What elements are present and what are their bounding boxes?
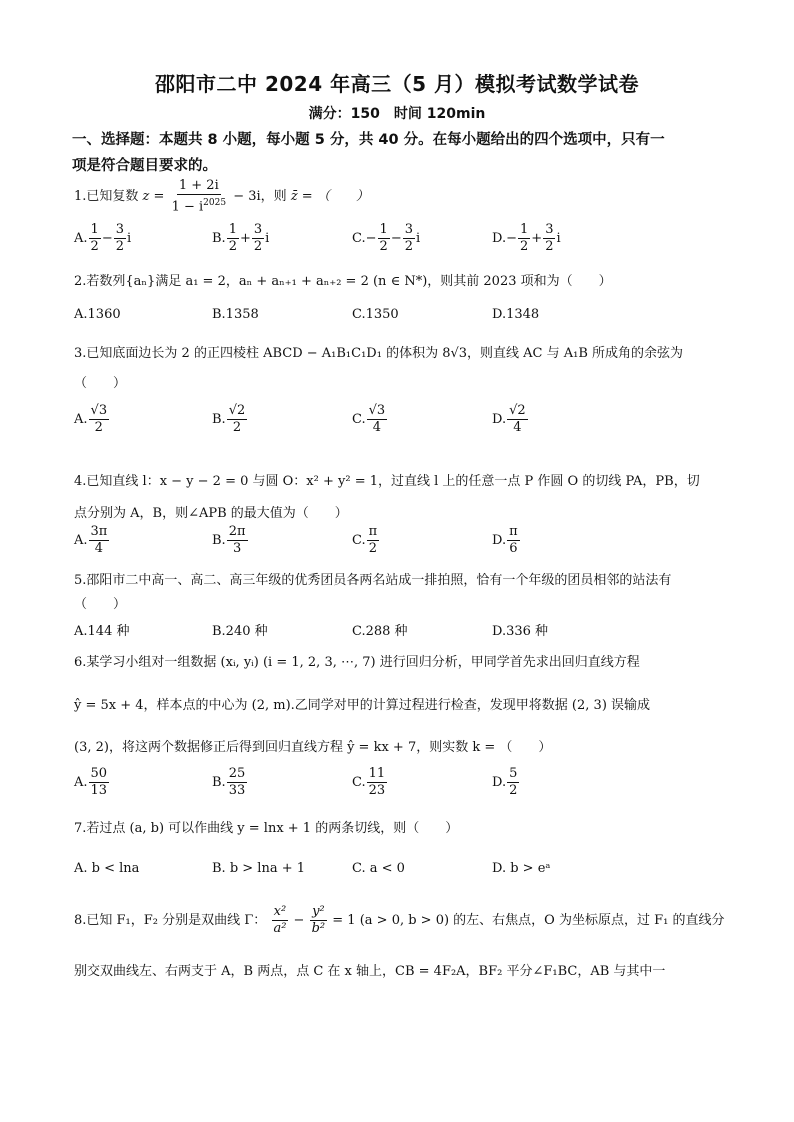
q3-option-c[interactable] [352,403,388,436]
fraction-denominator: 23 [368,783,386,798]
fraction-numerator: π [368,524,378,539]
option-label: C. [352,533,366,548]
q2-option-d[interactable]: D.1348 [492,307,540,322]
fraction [89,403,110,436]
fraction-denominator: 2 [404,239,413,254]
q7-option-c[interactable]: C. a < 0 [352,861,405,876]
option-operator: + [531,231,543,246]
fraction-numerator: √3 [368,403,386,418]
q8-frac-y-den: b² [311,921,326,936]
option-label: D. [492,775,507,790]
q6-option-b[interactable] [212,766,248,799]
option-label: A. [74,231,88,246]
q7-option-d[interactable]: D. b > eᵃ [492,861,551,876]
q6-option-a[interactable] [74,766,110,799]
fraction-numerator: 5 [509,766,518,781]
fraction [378,222,390,255]
question-7: 7.若过点 (a, b) 可以作曲线 y = lnx + 1 的两条切线，则（ ） [74,821,459,836]
q7-option-a[interactable]: A. b < lna [74,861,140,876]
q5-option-a[interactable]: A.144 种 [74,624,130,639]
option-unit: i [265,231,270,246]
fraction-denominator: 3 [232,541,242,556]
option-label: C. [352,231,366,246]
question-4-line1: 4.已知直线 l：x − y − 2 = 0 与圆 O：x² + y² = 1，过直线 l 上的任意一点 P 作圆 O 的切线 PA，PB，切 [74,474,700,489]
q2-option-a[interactable]: A.1360 [74,307,121,322]
option-label: D. [492,533,507,548]
option-label: A. [74,533,88,548]
fraction-numerator: 2π [228,524,246,539]
option-label: B. [212,775,226,790]
fraction [227,524,248,557]
q1-option-d[interactable] [492,222,561,255]
fraction-denominator: 2 [545,239,554,254]
fraction-denominator: 2 [379,239,388,254]
q8-prefix: 8.已知 F₁，F₂ 分别是双曲线 Γ： [74,913,267,928]
fraction-denominator: 2 [90,239,99,254]
fraction [114,222,126,255]
question-4-line2: 点分别为 A，B，则∠APB 的最大值为（ ） [74,506,348,521]
fraction-denominator: 2 [232,420,242,435]
fraction-numerator: 1 [379,222,388,237]
fraction-numerator: √2 [509,403,526,418]
q1-option-b[interactable] [212,222,269,255]
option-sign: − [365,231,377,246]
q4-option-d[interactable] [492,524,521,557]
question-5-line2: （ ） [74,597,127,612]
question-3-line1: 3.已知底面边长为 2 的正四棱柱 ABCD − A₁B₁C₁D₁ 的体积为 8√3，则直线 AC 与 A₁B 所成角的余弦为 [74,346,684,361]
fraction-denominator: 4 [513,420,522,435]
q1-frac-den-exp: 2025 [203,198,227,208]
fraction-denominator: 2 [228,239,237,254]
fraction-denominator: 13 [90,783,108,798]
q7-option-b[interactable]: B. b > lna + 1 [212,861,306,876]
fraction-numerator: 3π [90,524,108,539]
fraction [543,222,555,255]
q8-frac-x [271,904,288,937]
q1-frac-num: 1 + 2i [178,178,219,193]
fraction-numerator: 1 [90,222,99,237]
fraction-numerator: 1 [228,222,237,237]
question-2: 2.若数列{aₙ}满足 a₁ = 2，aₙ + aₙ₊₁ + aₙ₊₂ = 2 (n ∈ N*)，则其前 2023 项和为（ ） [74,274,612,289]
option-label: A. [74,412,88,427]
fraction [367,524,380,557]
question-8-line2: 别交双曲线左、右两支于 A，B 两点，点 C 在 x 轴上，CB = 4F₂A，BF₂ 平分∠F₁BC，AB 与其中一 [74,964,666,979]
q8-tail: = 1 (a > 0, b > 0) 的左、右焦点，O 为坐标原点，过 F₁ 的直线分 [332,913,725,928]
option-operator: + [239,231,251,246]
q3-option-a[interactable] [74,403,110,436]
fraction-denominator: 2 [115,239,124,254]
fraction-numerator: 50 [90,766,108,781]
question-3-line2: （ ） [74,376,127,391]
fraction-denominator: 33 [228,783,246,798]
fraction [518,222,530,255]
fraction-numerator: 1 [520,222,529,237]
fraction [507,403,528,436]
q1-prefix: 1.已知复数 [74,189,139,205]
option-label: C. [352,412,366,427]
fraction [89,222,101,255]
q6-option-d[interactable] [492,766,520,799]
option-operator: − [390,231,402,246]
option-label: B. [212,533,226,548]
q2-option-b[interactable]: B.1358 [212,307,259,322]
fraction [227,222,239,255]
section-heading-line2: 项是符合题目要求的。 [72,158,217,174]
fraction [227,403,248,436]
fraction-numerator: 3 [115,222,124,237]
fraction-numerator: √2 [228,403,246,418]
fraction-denominator: 2 [94,420,103,435]
q4-option-c[interactable] [352,524,380,557]
q1-lhs: z = [142,189,165,205]
option-unit: i [127,231,132,246]
q5-option-b[interactable]: B.240 种 [212,624,268,639]
q1-fraction [170,178,229,215]
fraction-denominator: 4 [372,420,382,435]
q4-option-b[interactable] [212,524,249,557]
fraction-denominator: 6 [509,541,518,556]
fraction [89,524,110,557]
fraction-numerator: 3 [253,222,263,237]
option-label: B. [212,231,226,246]
q3-option-d[interactable] [492,403,529,436]
exam-info: 满分：150 时间 120min [308,106,486,122]
fraction [403,222,415,255]
section-heading-line1: 一、选择题：本题共 8 小题，每小题 5 分，共 40 分。在每小题给出的四个选项中，只有一 [72,132,665,148]
option-sign: − [506,231,517,246]
question-6-line1: 6.某学习小组对一组数据 (xᵢ, yᵢ) (i = 1, 2, 3, ⋯, 7) 进行回归分析，甲同学首先求出回归直线方程 [74,655,640,670]
question-6-line2: ŷ = 5x + 4，样本点的中心为 (2, m).乙同学对甲的计算过程进行检查，发现甲将数据 (2, 3) 误输成 [74,698,651,713]
question-8-line1 [74,904,724,937]
q3-option-b[interactable] [212,403,248,436]
page-title: 邵阳市二中 2024 年高三（5 月）模拟考试数学试卷 [155,72,639,96]
option-unit: i [556,231,561,246]
fraction-numerator: 3 [545,222,554,237]
q5-option-c[interactable]: C.288 种 [352,624,408,639]
q1-tail: − 3i，则 [233,189,287,205]
q8-frac-x-den: a² [273,921,287,936]
fraction-denominator: 2 [520,239,529,254]
option-operator: − [101,231,113,246]
fraction [227,766,248,799]
fraction [89,766,110,799]
fraction-numerator: √3 [90,403,108,418]
q8-frac-y [310,904,328,937]
fraction [367,766,388,799]
fraction-numerator: 3 [404,222,413,237]
section-heading [72,127,722,179]
q8-frac-x-num: x² [273,904,287,919]
question-6-line3: (3, 2)，将这两个数据修正后得到回归直线方程 ŷ = kx + 7，则实数 k = （ ） [74,740,552,755]
fraction [507,766,519,799]
q2-option-c[interactable]: C.1350 [352,307,399,322]
option-unit: i [416,231,421,246]
fraction-numerator: 25 [228,766,246,781]
option-label: A. [74,775,88,790]
q4-option-a[interactable] [74,524,110,557]
fraction [367,403,388,436]
q1-option-c[interactable] [352,222,420,255]
fraction-numerator: 11 [368,766,386,781]
q1-frac-den [170,195,229,215]
fraction [507,524,520,557]
q1-frac-den-base: 1 − i [171,199,204,215]
question-5-line1: 5.邵阳市二中高一、高二、高三年级的优秀团员各两名站成一排拍照，恰有一个年级的团员相邻的站法有 [74,573,672,588]
fraction-numerator: π [509,524,518,539]
q1-option-a[interactable] [74,222,131,255]
fraction-denominator: 2 [509,783,518,798]
q5-option-d[interactable]: D.336 种 [492,624,549,639]
fraction [252,222,264,255]
q6-option-c[interactable] [352,766,388,799]
fraction-denominator: 2 [368,541,378,556]
fraction-denominator: 4 [94,541,104,556]
q1-zbar: z̄ = （ ） [290,189,369,205]
option-label: B. [212,412,226,427]
question-1 [74,178,369,215]
q8-frac-y-num: y² [312,904,325,919]
fraction-denominator: 2 [253,239,263,254]
option-label: D. [492,412,507,427]
option-label: D. [492,231,507,246]
q8-minus: − [293,913,305,928]
option-label: C. [352,775,366,790]
